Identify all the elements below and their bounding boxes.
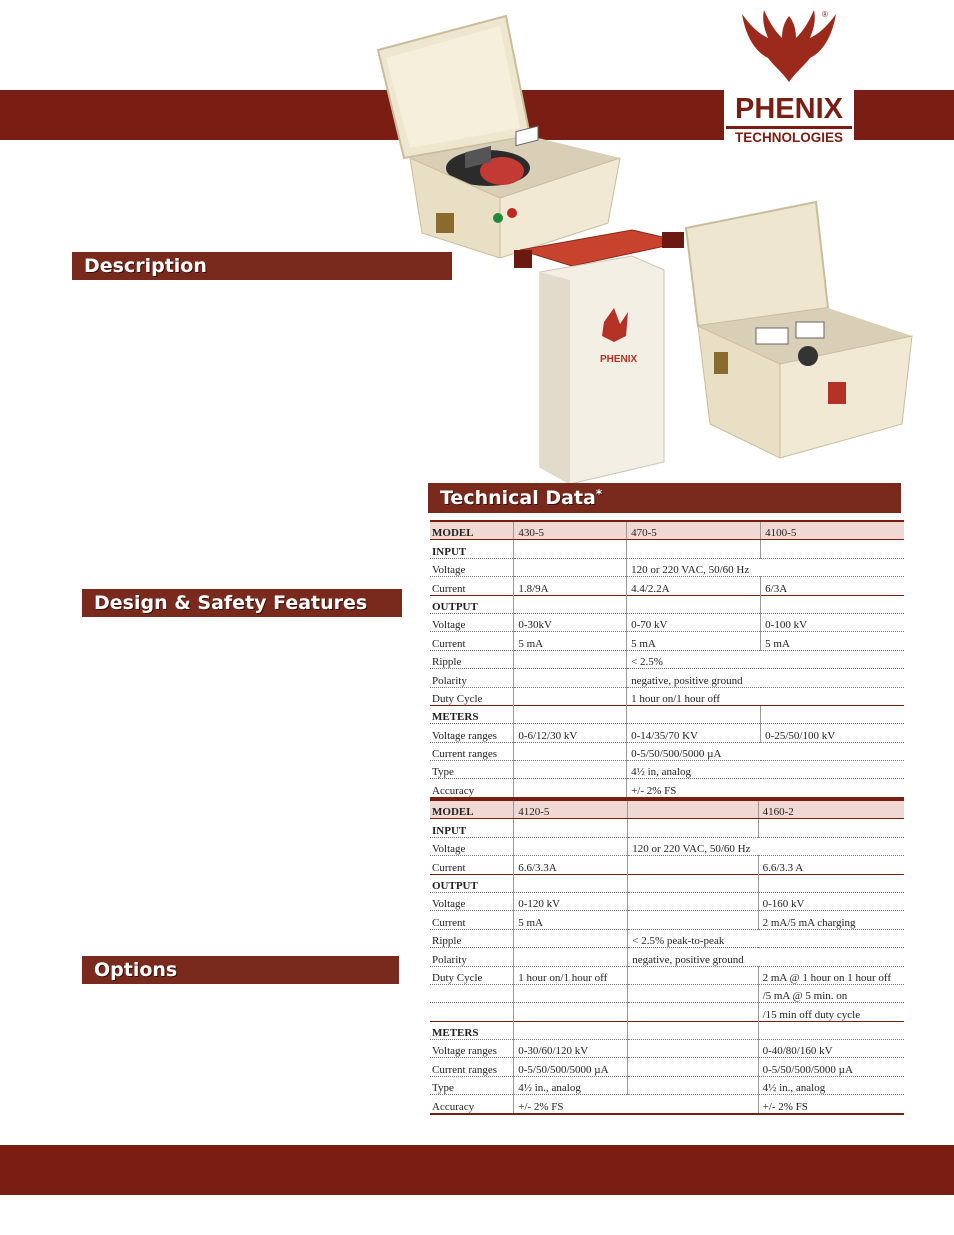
cell-value: 1 hour on/1 hour off (627, 687, 904, 705)
section-options: Options (82, 956, 399, 984)
cell-value (514, 1003, 628, 1021)
table-row (430, 1003, 904, 1021)
cell-value: 1 hour on/1 hour off (514, 966, 628, 984)
table-row (430, 1021, 904, 1039)
row-label (430, 1003, 514, 1021)
cell-value: 0-100 kV (761, 613, 904, 631)
table-row (430, 966, 904, 984)
table-row (430, 874, 904, 892)
cell-value (761, 595, 904, 613)
cell-value (514, 984, 628, 1002)
table-row (430, 1040, 904, 1058)
company-logo (724, 8, 854, 145)
section-description: Description (72, 252, 452, 280)
cell-value: 4120-5 (514, 800, 628, 819)
table-row (430, 948, 904, 966)
cell-value: 5 mA (514, 632, 627, 650)
cell-value (758, 819, 904, 837)
row-label (430, 984, 514, 1002)
row-label: Current ranges (430, 742, 514, 760)
cell-value: 0-70 kV (627, 613, 761, 631)
cell-value: 5 mA (627, 632, 761, 650)
cell-value: 0-6/12/30 kV (514, 724, 627, 742)
cell-value: 4½ in., analog (758, 1076, 904, 1094)
row-label: Voltage ranges (430, 724, 514, 742)
cell-value: < 2.5% peak-to-peak (628, 929, 904, 947)
cell-value: 470-5 (627, 521, 761, 540)
cell-value: 0-25/50/100 kV (761, 724, 904, 742)
table-row (430, 632, 904, 650)
cell-value: 0-5/50/500/5000 µA (627, 742, 904, 760)
cell-empty (514, 687, 627, 705)
cell-value: 0-30/60/120 kV (514, 1040, 628, 1058)
svg-text:PHENIX: PHENIX (600, 354, 638, 365)
table-row (430, 724, 904, 742)
cell-value: 4.4/2.2A (627, 577, 761, 595)
cell-value: 0-40/80/160 kV (758, 1040, 904, 1058)
product-photo-main (370, 8, 630, 258)
table-row (430, 650, 904, 668)
cell-empty (514, 669, 627, 687)
table-row (430, 742, 904, 760)
row-label: METERS (430, 1021, 514, 1039)
cell-value: 2 mA @ 1 hour on 1 hour off (758, 966, 904, 984)
row-label: INPUT (430, 540, 514, 558)
table-row (430, 761, 904, 779)
row-label: Type (430, 761, 514, 779)
cell-value (627, 705, 761, 723)
cell-value (514, 819, 628, 837)
cell-value: /5 mA @ 5 min. on (758, 984, 904, 1002)
cell-value: 6.6/3.3A (514, 856, 628, 874)
cell-value: negative, positive ground (627, 669, 904, 687)
cell-value: 0-14/35/70 KV (627, 724, 761, 742)
cell-value (628, 1058, 758, 1076)
logo-wordmark: PHENIX (735, 93, 843, 125)
cell-empty (514, 650, 627, 668)
table-row (430, 1058, 904, 1076)
cell-value: 5 mA (514, 911, 628, 929)
table-row (430, 984, 904, 1002)
cell-value (627, 595, 761, 613)
row-label: Voltage (430, 837, 514, 855)
cell-value (628, 911, 758, 929)
row-label: Current ranges (430, 1058, 514, 1076)
cell-value: 5 mA (761, 632, 904, 650)
cell-value (628, 874, 758, 892)
cell-value (514, 595, 627, 613)
cell-value (627, 540, 761, 558)
cell-value (514, 705, 627, 723)
cell-value: 430-5 (514, 521, 627, 540)
cell-value (628, 1003, 758, 1021)
cell-value: negative, positive ground (628, 948, 904, 966)
cell-value (514, 540, 627, 558)
row-label: Voltage (430, 892, 514, 910)
cell-value: +/- 2% FS (627, 779, 904, 798)
row-label: Current (430, 911, 514, 929)
row-label: Polarity (430, 669, 514, 687)
footer-band (0, 1145, 954, 1195)
cell-empty (514, 837, 628, 855)
cell-value: 0-5/50/500/5000 µA (758, 1058, 904, 1076)
table-row (430, 911, 904, 929)
cell-value (628, 819, 758, 837)
cell-value: 4160-2 (758, 800, 904, 819)
row-label: OUTPUT (430, 874, 514, 892)
technical-data-asterisk: * (595, 487, 603, 501)
table-row (430, 521, 904, 540)
row-label: MODEL (430, 521, 514, 540)
row-label: INPUT (430, 819, 514, 837)
cell-value: 6/3A (761, 577, 904, 595)
cell-empty (514, 761, 627, 779)
row-label: MODEL (430, 800, 514, 819)
row-label: Ripple (430, 650, 514, 668)
table-row (430, 577, 904, 595)
table-row (430, 1076, 904, 1094)
logo-subtitle: TECHNOLOGIES (734, 130, 843, 145)
technical-data-title: Technical Data (440, 487, 596, 509)
section-design-safety: Design & Safety Features (82, 589, 402, 617)
row-label: Voltage ranges (430, 1040, 514, 1058)
row-label: Polarity (430, 948, 514, 966)
cell-value (628, 1021, 758, 1039)
table-row (430, 558, 904, 576)
cell-value (758, 874, 904, 892)
cell-value: 4½ in, analog (627, 761, 904, 779)
row-label: Ripple (430, 929, 514, 947)
cell-empty (514, 742, 627, 760)
row-label: Duty Cycle (430, 966, 514, 984)
table-row (430, 687, 904, 705)
table-row (430, 613, 904, 631)
cell-value: 120 or 220 VAC, 50/60 Hz (628, 837, 904, 855)
row-label: Current (430, 856, 514, 874)
table-row (430, 856, 904, 874)
cell-value: 6.6/3.3 A (758, 856, 904, 874)
product-photo-second (680, 196, 940, 478)
row-label: Accuracy (430, 1095, 514, 1114)
cell-value (628, 966, 758, 984)
cell-value: 4½ in., analog (514, 1076, 628, 1094)
section-technical-data (428, 483, 901, 513)
cell-value: 0-120 kV (514, 892, 628, 910)
cell-empty (514, 929, 628, 947)
cell-value: 0-160 kV (758, 892, 904, 910)
table-row (430, 929, 904, 947)
spec-table-2 (430, 799, 904, 1115)
cell-value (514, 874, 628, 892)
table-row (430, 595, 904, 613)
cell-value: 120 or 220 VAC, 50/60 Hz (627, 558, 904, 576)
cell-value (514, 1021, 628, 1039)
row-label: Current (430, 577, 514, 595)
table-row (430, 800, 904, 819)
table-row (430, 540, 904, 558)
table-row (430, 837, 904, 855)
row-label: Duty Cycle (430, 687, 514, 705)
cell-value (761, 705, 904, 723)
row-label: OUTPUT (430, 595, 514, 613)
cell-value (628, 1076, 758, 1094)
table-row (430, 1095, 904, 1114)
cell-empty (514, 558, 627, 576)
logo-rule (726, 126, 852, 129)
cell-value: 0-30kV (514, 613, 627, 631)
cell-empty (514, 948, 628, 966)
spec-table-1 (430, 520, 904, 799)
registered-mark: ® (822, 10, 828, 19)
phoenix-bird-icon (738, 8, 840, 86)
cell-value (628, 856, 758, 874)
row-label: Voltage (430, 558, 514, 576)
product-photo-stand (512, 222, 692, 492)
row-label: Type (430, 1076, 514, 1094)
row-label: Voltage (430, 613, 514, 631)
cell-empty (514, 779, 627, 798)
table-row (430, 819, 904, 837)
cell-value: 1.8/9A (514, 577, 627, 595)
cell-value (628, 892, 758, 910)
cell-value: +/- 2% FS (758, 1095, 904, 1114)
cell-value: /15 min off duty cycle (758, 1003, 904, 1021)
cell-value: < 2.5% (627, 650, 904, 668)
cell-value (628, 800, 758, 819)
table-row (430, 779, 904, 798)
cell-value (628, 984, 758, 1002)
table-row (430, 705, 904, 723)
row-label: Accuracy (430, 779, 514, 798)
cell-value (628, 1040, 758, 1058)
cell-value: 0-5/50/500/5000 µA (514, 1058, 628, 1076)
table-row (430, 669, 904, 687)
row-label: Current (430, 632, 514, 650)
cell-value: +/- 2% FS (514, 1095, 758, 1114)
cell-value: 2 mA/5 mA charging (758, 911, 904, 929)
table-row (430, 892, 904, 910)
cell-value: 4100-5 (761, 521, 904, 540)
cell-value (761, 540, 904, 558)
row-label: METERS (430, 705, 514, 723)
cell-value (758, 1021, 904, 1039)
